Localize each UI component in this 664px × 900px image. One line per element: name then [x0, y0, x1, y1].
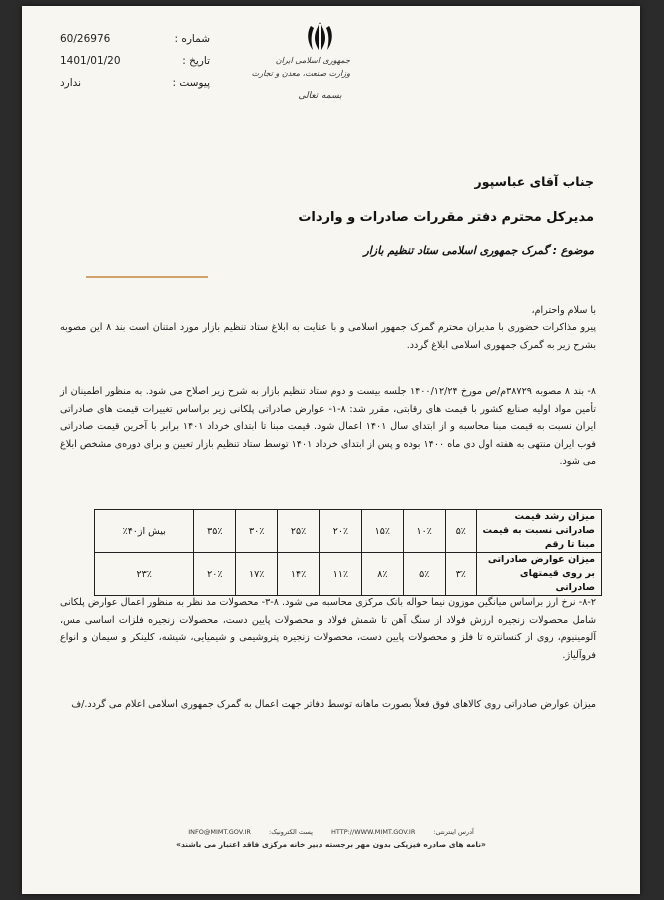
main-paragraph: ۸- بند ۸ مصوبه ۳۸۷۲۹م/ص مورخ ۱۴۰۰/۱۲/۲۴ جلسه بیست و دوم ستاد تنظیم بازار به شرح زیر اصلاح می شود. به منظور اطمینان از تأمین مواد اولیه صنایع کشور با قیمت های رقابتی، مقرر شد: ۸-۱- عوارض صادراتی پلکانی زیر براساس تغییرات قیمت های صادراتی ایران نسبت به قیمت مبنا محاسبه و از ابتدای سال ۱۴۰۱ اعمال شود. قیمت مبنا تا ابتدای خرداد ۱۴۰۱ برابر با آخرین قیمت صادراتی فوب ایران منتهی به هفته اول دی ماه ۱۴۰۰ بوده و پس از ابتدای خرداد ۱۴۰۱ توسط ستاد تنظیم بازار تعیین و برای دوره‌ی مشخص ابلاغ می شود. — [60, 386, 597, 467]
footer-contacts — [22, 828, 640, 836]
meta-number-row — [60, 28, 210, 50]
table-row — [95, 553, 602, 596]
letter-meta — [60, 28, 210, 94]
table-cell: ۱۱٪ — [320, 553, 362, 596]
ministry-emblem — [251, 20, 350, 103]
decorative-line — [86, 276, 208, 278]
table-cell: ۸٪ — [361, 553, 403, 596]
meta-date-value: 1401/01/20 — [60, 55, 121, 67]
tariff-table — [94, 509, 602, 596]
letter-footer — [22, 828, 640, 849]
table-cell: ۳۰٪ — [236, 510, 278, 553]
table-cell: بیش از۴۰٪ — [95, 510, 194, 553]
table-row-header: میزان رشد قیمت صادراتی نسبت به قیمت مبنا تا رقم — [477, 510, 602, 553]
table-cell: ۲۵٪ — [278, 510, 320, 553]
table-cell: ۱۰٪ — [403, 510, 445, 553]
footer-notice: «نامه های صادره فیزیکی بدون مهر برجسته دبیر خانه مرکزی فاقد اعتبار می باشند» — [176, 840, 486, 849]
footer-email[interactable]: INFO@MIMT.GOV.IR — [188, 828, 251, 836]
table-cell: ۱۵٪ — [361, 510, 403, 553]
greeting: با سلام واحترام، — [531, 305, 596, 316]
meta-number-label: شماره : — [174, 33, 210, 45]
meta-attachment-value: ندارد — [60, 77, 82, 89]
footer-address-label: آدرس اینترنتی: — [433, 828, 474, 836]
meta-date-label: تاریخ : — [182, 55, 210, 67]
letter-page — [22, 6, 640, 894]
table-cell: ۵٪ — [403, 553, 445, 596]
emblem-basmala-line: بسمه تعالی — [298, 91, 342, 101]
footer-website[interactable]: HTTP://WWW.MIMT.GOV.IR — [330, 828, 416, 836]
iran-emblem-icon — [305, 20, 335, 54]
table-cell: ۱۷٪ — [236, 553, 278, 596]
meta-number-value: 60/26976 — [60, 33, 111, 45]
meta-date-row — [60, 50, 210, 72]
table-cell: ۲۰٪ — [320, 510, 362, 553]
subject-text: گمرک جمهوری اسلامی ستاد تنظیم بازار — [363, 244, 549, 257]
final-paragraph: میزان عوارض صادراتی روی کالاهای فوق فعلاً بصورت ماهانه توسط دفاتر جهت اعمال به گمرک جمهوری اسلامی اعلام می گردد./ف — [71, 699, 596, 710]
table-cell: ۲۳٪ — [95, 553, 194, 596]
table-cell: ۱۴٪ — [278, 553, 320, 596]
table-cell: ۲۰٪ — [194, 553, 236, 596]
subject-line — [363, 244, 594, 257]
table-cell: ۳٪ — [445, 553, 476, 596]
table-cell: ۵٪ — [445, 510, 476, 553]
recipient-title: مدیرکل محترم دفتر مقررات صادرات و واردات — [298, 210, 594, 225]
recipient-name: جناب آقای عباسپور — [474, 174, 594, 189]
footer-email-label: پست الکترونیک: — [269, 828, 313, 836]
table-row-header: میزان عوارض صادراتی بر روی قیمتهای صادراتی — [477, 553, 602, 596]
table-row — [95, 510, 602, 553]
table-cell: ۳۵٪ — [194, 510, 236, 553]
emblem-country-line: جمهوری اسلامی ایران — [275, 56, 350, 65]
emblem-ministry-line: وزارت صنعت، معدن و تجارت — [251, 69, 350, 78]
meta-attachment-row — [60, 72, 210, 94]
subject-label: موضوع : — [552, 244, 594, 257]
intro-paragraph: پیرو مذاکرات حضوری با مدیران محترم گمرک جمهور اسلامی و با عنایت به ابلاغ ستاد تنظیم بازار مورد امتنان است بند ۸ این مصوبه بشرح زیر به گمرک جمهوری اسلامی ابلاغ گردد. — [60, 322, 597, 351]
after-table-paragraph: ۸-۲- نرخ ارز براساس میانگین موزون نیما حواله بانک مرکزی محاسبه می شود. ۸-۳- محصولات مد نظر به منظور اعمال عوارض پلکانی شامل محصولات زنجیره ارزش فولاد از سنگ آهن تا شمش فولاد و محصولات پایین دست، محصولات زنجیره فلزات اساسی مس، آلومینیوم، روی از کنسانتره تا فلز و محصولات پایین دست، محصولات زنجیره پتروشیمی و شیمیایی، شیشه، کلینکر و سیمان و انواع فروآلیاژ. — [60, 597, 596, 661]
meta-attachment-label: پیوست : — [172, 77, 210, 89]
